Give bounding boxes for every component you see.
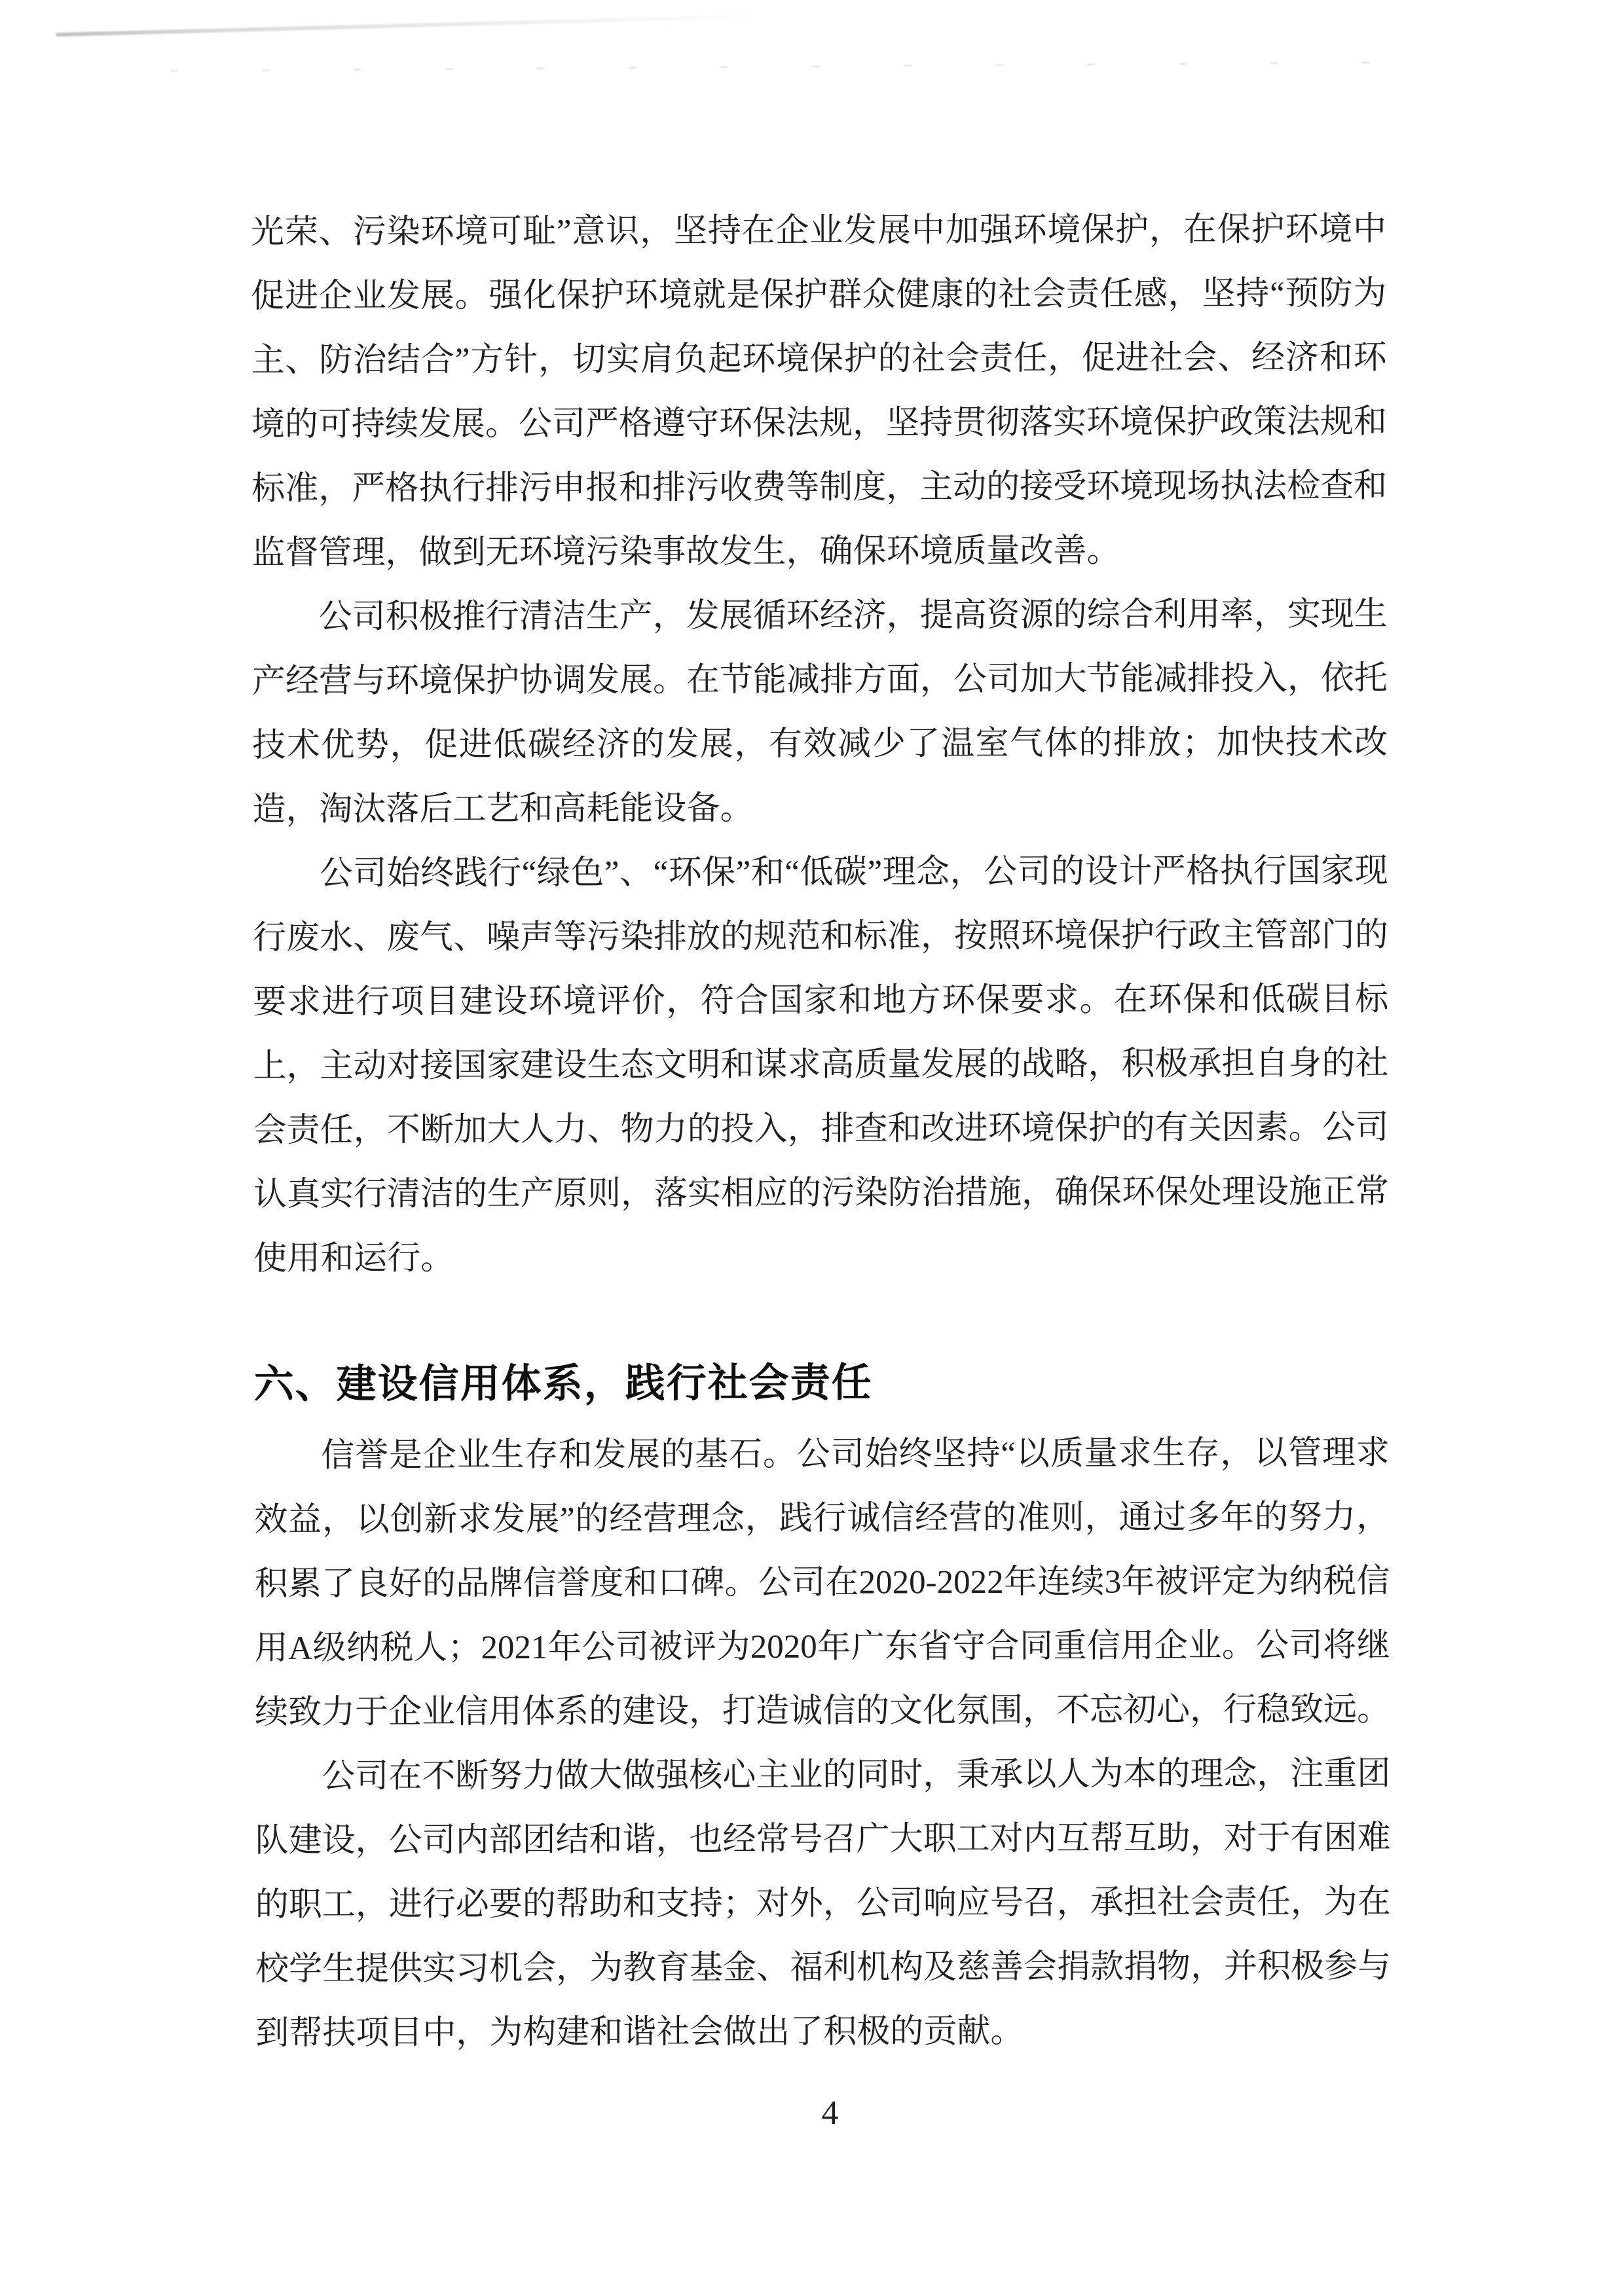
page-body bbox=[251, 197, 1391, 2066]
page-number: 4 bbox=[821, 2094, 839, 2132]
scan-artifact-streak bbox=[56, 14, 760, 37]
paragraph-clean-production: 公司积极推行清洁生产，发展循环经济，提高资源的综合利用率，实现生产经营与环境保护协调发展。在节能减排方面，公司加大节能减排投入，依托技术优势，促进低碳经济的发展，有效减少了温室气体的排放；加快技术改造，淘汰落后工艺和高耗能设备。 bbox=[251, 596, 1388, 828]
paragraph-green-concept: 公司始终践行“绿色”、“环保”和“低碳”理念，公司的设计严格执行国家现行废水、废气、噪声等污染排放的规范和标准，按照环境保护行政主管部门的要求进行项目建设环境评价，符合国家和地方环保要求。在环保和低碳目标上，主动对接国家建设生态文明和谋求高质量发展的战略，积极承担自身的社会责任，不断加大人力、物力的投入，排查和改进环境保护的有关因素。公司认真实行清洁的生产原则，落实相应的污染防治措施，确保环保处理设施正常使用和运行。 bbox=[252, 852, 1390, 1277]
scan-artifact-dots bbox=[170, 61, 1447, 72]
paragraph-environment-continued: 光荣、污染环境可耻”意识，坚持在企业发展中加强环境保护，在保护环境中促进企业发展。强化保护环境就是保护群众健康的社会责任感，坚持“预防为主、防治结合”方针，切实肩负起环境保护的社会责任，促进社会、经济和环境的可持续发展。公司严格遵守环保法规，坚持贯彻落实环境保护政策法规和标准，严格执行排污申报和排污收费等制度，主动的接受环境现场执法检查和监督管理，做到无环境污染事故发生，确保环境质量改善。 bbox=[251, 211, 1388, 572]
paragraph-credit-reputation: 信誉是企业生存和发展的基石。公司始终坚持“以质量求生存，以管理求效益，以创新求发展”的经营理念，践行诚信经营的准则，通过多年的努力，积累了良好的品牌信誉度和口碑。公司在2020-2022年连续3年被评定为纳税信用A级纳税人；2021年公司被评为2020年广东省守合同重信用企业。公司将继续致力于企业信用体系的建设，打造诚信的文化氛围，不忘初心，行稳致远。 bbox=[254, 1434, 1391, 1731]
paragraph-social-responsibility: 公司在不断努力做大做强核心主业的同时，秉承以人为本的理念，注重团队建设，公司内部团结和谐，也经常号召广大职工对内互帮互助，对于有困难的职工，进行必要的帮助和支持；对外，公司响应号召，承担社会责任，为在校学生提供实习机会，为教育基金、福利机构及慈善会捐款捐物，并积极参与到帮扶项目中，为构建和谐社会做出了积极的贡献。 bbox=[255, 1755, 1392, 2052]
section-heading: 六、建设信用体系，践行社会责任 bbox=[253, 1360, 873, 1406]
